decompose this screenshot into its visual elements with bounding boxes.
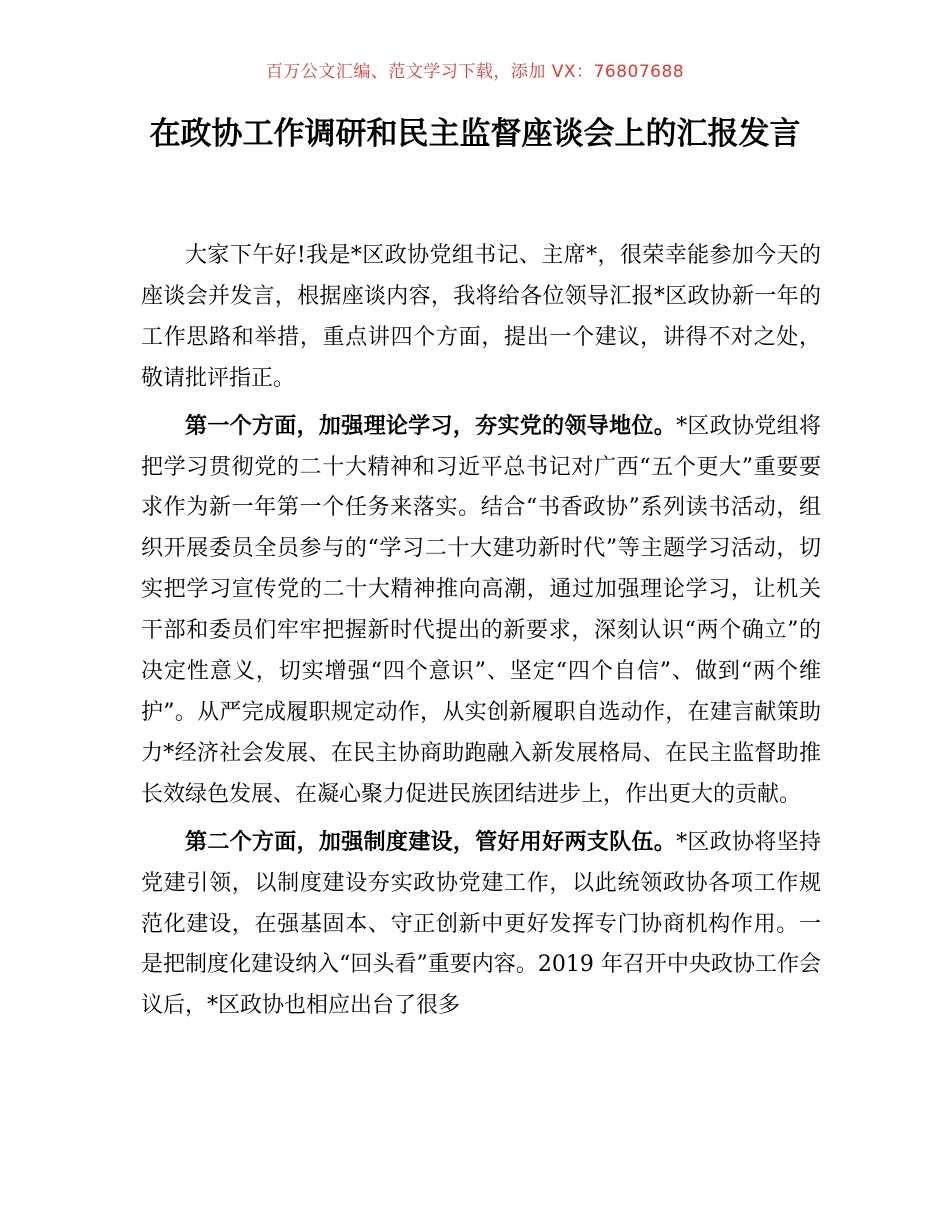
- paragraph-aspect-two: [141, 823, 821, 1028]
- paragraph-intro: [141, 236, 821, 400]
- paragraph-text: *区政协将坚持党建引领，以制度建设夯实政协党建工作，以此统领政协各项工作规范化建设，在强基固本、守正创新中更好发挥专门协商机构作用。一是把制度化建设纳入“回头看”重要内容。2019 年召开中央政协工作会议后，*区政协也相应出台了很多: [141, 829, 821, 1019]
- paragraph-lead: 第一个方面，加强理论学习，夯实党的领导地位。: [185, 413, 677, 439]
- document-title: 在政协工作调研和民主监督座谈会上的汇报发言: [149, 116, 801, 152]
- header-watermark-note: 百万公文汇编、范文学习下载，添加 VX：76807688: [265, 62, 685, 82]
- paragraph-text: 大家下午好!我是*区政协党组书记、主席*，很荣幸能参加今天的座谈会并发言，根据座谈内容，我将给各位领导汇报*区政协新一年的工作思路和举措，重点讲四个方面，提出一个建议，讲得不对之处，敬请批评指正。: [141, 243, 821, 391]
- paragraph-text: *区政协党组将把学习贯彻党的二十大精神和习近平总书记对广西“五个更大”重要要求作为新一年第一个任务来落实。结合“书香政协”系列读书活动，组织开展委员全员参与的“学习二十大建功新时代”等主题学习活动，切实把学习宣传党的二十大精神推向高潮，通过加强理论学习，让机关干部和委员们牢牢把握新时代提出的新要求，深刻认识“两个确立”的决定性意义，切实增强“四个意识”、坚定“四个自信”、做到“两个维护”。从严完成履职规定动作，从实创新履职自选动作，在建言献策助力*经济社会发展、在民主协商助跑融入新发展格局、在民主监督助推长效绿色发展、在凝心聚力促进民族团结进步上，作出更大的贡献。: [141, 413, 821, 807]
- paragraph-lead: 第二个方面，加强制度建设，管好用好两支队伍。: [185, 829, 677, 855]
- document-body: [141, 236, 821, 1034]
- paragraph-aspect-one: [141, 407, 821, 816]
